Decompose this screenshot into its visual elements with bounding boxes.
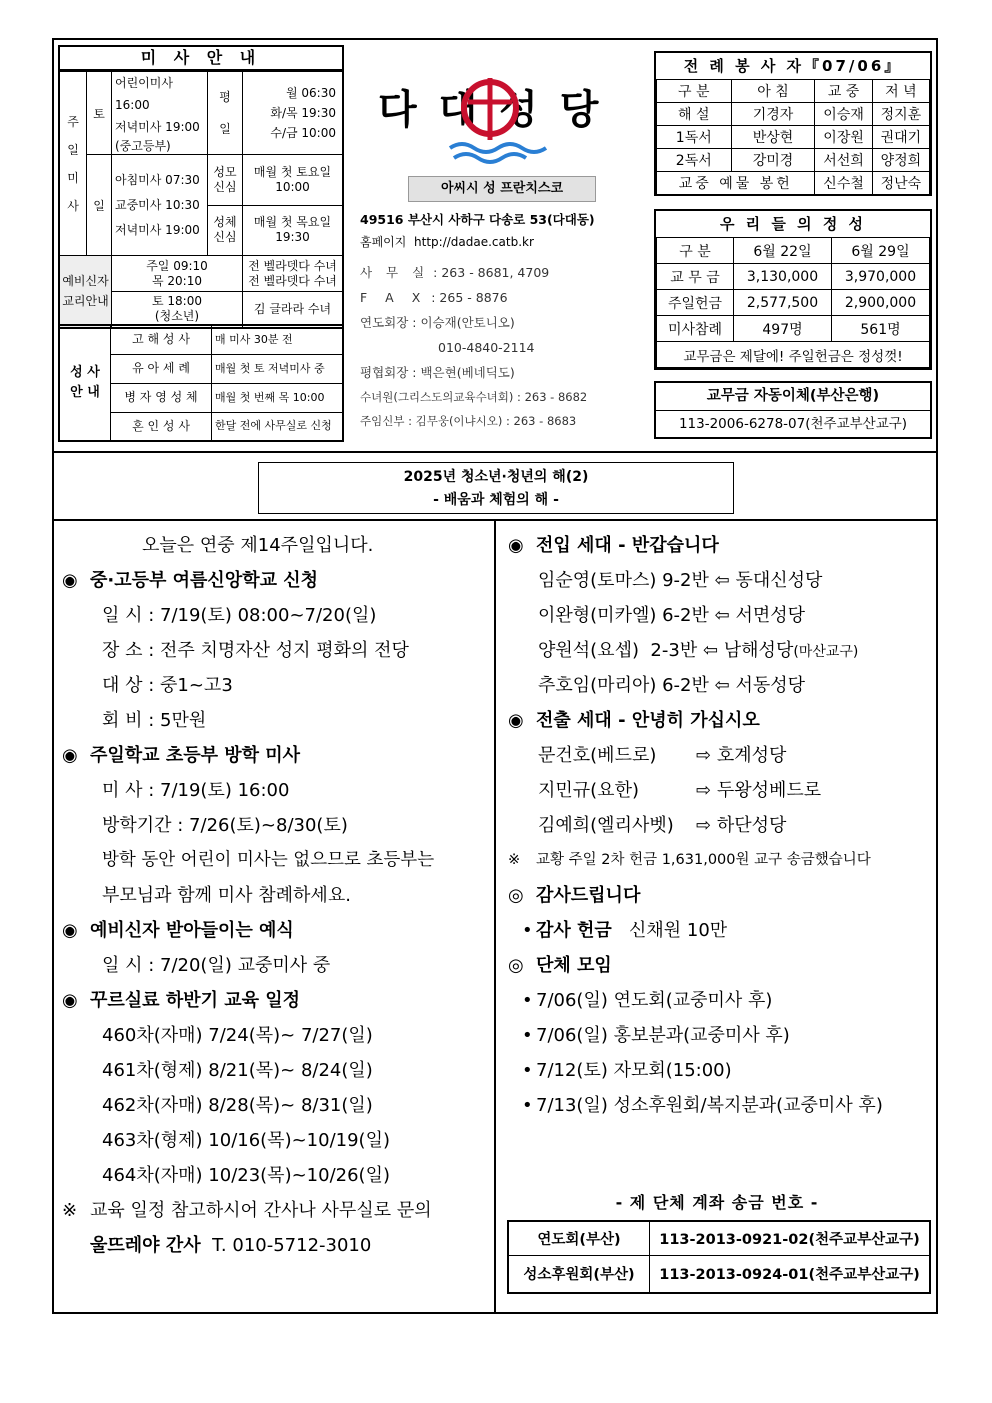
address: 49516 부산시 사하구 다송로 53(다대동): [360, 212, 595, 227]
devotion-marian-time: 매월 첫 토요일 10:00: [243, 155, 343, 205]
offer-r3c3: 561명: [832, 316, 930, 342]
bullet-icon: [522, 1095, 536, 1116]
homepage-link[interactable]: http://dadae.catb.kr: [414, 235, 534, 249]
thanks-label: 감사 헌금: [536, 920, 612, 941]
offer-r3c1: 미사참례: [657, 316, 734, 342]
in-row-3-extra: (마산교구): [793, 644, 859, 660]
out-row-2: [508, 773, 934, 808]
offer-r1c3: 3,970,000: [832, 264, 930, 290]
servers-table: [656, 79, 930, 195]
accounts-title: - 제 단체 계좌 송금 번호 -: [615, 1193, 819, 1212]
arrow-right-icon: ⇨: [696, 745, 712, 766]
servers-r2c3: 이장원: [815, 126, 872, 149]
out-row-3: [508, 808, 934, 843]
catechumen-time-1: 주일 09:10 목 20:10: [112, 256, 243, 292]
offer-h1: 구 분: [657, 238, 734, 264]
devotions-cell: [208, 155, 344, 256]
accounts-table: [507, 1220, 931, 1294]
catechumen-who-1: 전 벨라뎃다 수녀 전 벨라뎃다 수녀: [243, 256, 344, 292]
group-row-1: [508, 983, 934, 1018]
pc-label: 평협회장: [360, 365, 409, 380]
servers-r1c4: 정지훈: [872, 103, 929, 126]
in-title: [508, 528, 934, 563]
sat-mass-3: (중고등부): [115, 139, 171, 153]
bullet-icon: [522, 990, 536, 1011]
office-label: 사 무 실: [360, 265, 430, 280]
servers-r2c4: 권대기: [872, 126, 929, 149]
sacraments-label: 성 사 안 내: [59, 325, 111, 441]
sacrament-desc-2: 매월 첫 토 저녁미사 중: [212, 354, 344, 383]
sacrament-name-3: 병 자 영 성 체: [111, 383, 212, 412]
account-1-no: 113-2013-0921-02(천주교부산교구): [650, 1221, 931, 1255]
in-row-4: [508, 668, 934, 703]
out-title-text: 전출 세대 - 안녕히 가십시오: [536, 710, 760, 731]
servers-title: 전 례 봉 사 자『07/06』: [683, 57, 903, 75]
convent-line: 수녀원(그리스도의교육수녀회) : 263 - 8682: [360, 390, 588, 404]
offer-r3c2: 497명: [734, 316, 832, 342]
catechumen-who-2: 김 글라라 수녀: [243, 292, 344, 328]
bullet-icon: [522, 1060, 536, 1081]
s3-title-text: 예비신자 받아들이는 예식: [90, 920, 294, 941]
servers-r1c3: 이승재: [815, 103, 872, 126]
in-row-2-from: 서면성당: [735, 605, 806, 626]
in-row-3-from: 남해성당: [723, 640, 794, 661]
left-column: [62, 528, 490, 1263]
in-row-2: [508, 598, 934, 633]
yd-line: [360, 314, 515, 331]
church-logo-icon: [440, 70, 550, 170]
divider-top: [52, 451, 938, 453]
s2-title-text: 주일학교 초등부 방학 미사: [90, 745, 301, 766]
s3-title: [62, 913, 490, 948]
offer-note: 교무금은 제달에! 주일헌금은 정성껏!: [657, 342, 930, 368]
sacrament-desc-4: 한달 전에 사무실로 신청: [212, 412, 344, 441]
thanks-title: [508, 878, 934, 913]
weekday-label-2: 일: [219, 122, 231, 136]
in-row-2-name: 이완형(미카엘) 6-2반: [538, 605, 709, 626]
offer-h2: 6월 22일: [734, 238, 832, 264]
mass-title-text: 미 사 안 내: [140, 48, 262, 67]
weekday-label: [208, 71, 243, 155]
group-4: 7/13(일) 성소후원회/복지분과(교중미사 후): [536, 1095, 883, 1116]
group-2: 7/06(일) 홍보분과(교중미사 후): [536, 1025, 790, 1046]
out-row-2-to: 두왕성베드로: [716, 780, 822, 801]
thanks-row: [508, 913, 934, 948]
note-1: [62, 1193, 490, 1228]
mass-title: [58, 45, 344, 71]
weekday-time-1: 월 06:30: [286, 86, 336, 100]
weekday-label-1: 평: [219, 90, 231, 104]
servers-h3: 교 중: [815, 80, 872, 103]
out-row-2-name: 지민규(요한): [538, 780, 639, 801]
servers-offering-name: 신수철: [815, 172, 872, 195]
servers-r1c2: 기경자: [731, 103, 815, 126]
note-2-name: 울뜨레야 간사: [90, 1235, 201, 1256]
s4-title-text: 꾸르실료 하반기 교육 일정: [90, 990, 301, 1011]
s1-line-3: 대 상 : 중1~고3: [102, 675, 233, 696]
s2-title: [62, 738, 490, 773]
s4-line-3: 462차(자매) 8/28(목)~ 8/31(일): [102, 1095, 373, 1116]
group-3: 7/12(토) 자모회(15:00): [536, 1060, 732, 1081]
arrow-left-icon: ⇦: [714, 675, 730, 696]
offer-r1c1: 교 무 금: [657, 264, 734, 290]
s2-line-3: 방학 동안 어린이 미사는 없으므로 초등부는: [102, 850, 435, 870]
fax-line: [360, 289, 508, 306]
arrow-left-icon: ⇦: [714, 605, 730, 626]
sacrament-name-2: 유 아 세 례: [111, 354, 212, 383]
out-row-1-to: 호계성당: [716, 745, 787, 766]
sun-mass-1: 아침미사 07:30: [115, 172, 200, 187]
in-row-4-from: 서동성당: [735, 675, 806, 696]
pope-note: [508, 843, 934, 878]
in-row-1-name: 임순영(토마스) 9-2반: [538, 570, 709, 591]
devotion-eucharist-name: 성체 신심: [208, 205, 243, 255]
arrow-right-icon: ⇨: [696, 780, 712, 801]
sunday-masses: [112, 155, 208, 256]
thanks-value: 신채원 10만: [629, 920, 728, 941]
servers-r3c2: 강미경: [731, 149, 815, 172]
out-row-1-name: 문건호(베드로): [538, 745, 657, 766]
autopay-account: 113-2006-6278-07(천주교부산교구): [678, 416, 908, 432]
servers-r3c3: 서선희: [815, 149, 872, 172]
pc-name: : 백은현(베네딕도): [412, 365, 515, 380]
yd-name: : 이승재(안토니오): [412, 315, 515, 330]
devotion-marian-name: 성모 신심: [208, 155, 243, 205]
sacrament-desc-3: 매월 첫 번째 목 10:00: [212, 383, 344, 412]
sat-mass-1: 어린이미사 16:00: [115, 76, 173, 112]
group-1: 7/06(일) 연도회(교중미사 후): [536, 990, 773, 1011]
offer-r2c3: 2,900,000: [832, 290, 930, 316]
servers-h2: 아 침: [731, 80, 815, 103]
offer-h3: 6월 29일: [832, 238, 930, 264]
servers-offering-name2: 정난숙: [872, 172, 929, 195]
group-row-3: [508, 1053, 934, 1088]
mass-table: [58, 70, 344, 329]
autopay-title: 교무금 자동이체(부산은행): [656, 383, 930, 411]
patron-saint: 아씨시 성 프란치스코: [408, 176, 596, 202]
s3-line-1: 일 시 : 7/20(일) 교중미사 중: [102, 955, 331, 976]
bullet-icon: [522, 920, 536, 941]
group-title-text: 단체 모임: [536, 955, 612, 976]
servers-r2c2: 반상현: [731, 126, 815, 149]
weekday-times: [243, 71, 344, 155]
s1-line-1: 일 시 : 7/19(토) 08:00~7/20(일): [102, 605, 377, 626]
s4-line-5: 464차(자매) 10/23(목)~10/26(일): [102, 1165, 390, 1186]
servers-r2c1: 1독서: [657, 126, 732, 149]
theme-box: [258, 462, 734, 514]
in-title-text: 전입 세대 - 반갑습니다: [536, 535, 719, 556]
devotion-eucharist-time: 매월 첫 목요일 19:30: [243, 205, 343, 255]
servers-r3c1: 2독서: [657, 149, 732, 172]
sacrament-name-1: 고 해 성 사: [111, 325, 212, 354]
note-1-text: 교육 일정 참고하시어 간사나 사무실로 문의: [90, 1200, 432, 1221]
right-column: [508, 528, 934, 1123]
account-1-name: 연도회(부산): [508, 1221, 650, 1255]
pc-line: [360, 364, 515, 381]
out-row-3-to: 하단성당: [716, 815, 787, 836]
out-row-3-name: 김예희(엘리사벳): [538, 815, 674, 836]
yd-phone: 010-4840-2114: [438, 340, 535, 355]
devotions-table: [208, 155, 342, 255]
in-row-3-name: 양원석(요셉) 2-3반: [538, 640, 698, 661]
s1-line-2: 장 소 : 전주 치명자산 성지 평화의 전당: [102, 640, 409, 661]
servers-h1: 구 분: [657, 80, 732, 103]
arrow-left-icon: ⇦: [702, 640, 719, 661]
sun-mass-3: 저녁미사 19:00: [115, 222, 200, 237]
catechumen-time-2: 토 18:00 (청소년): [112, 292, 243, 328]
office-line: [360, 264, 549, 281]
in-row-1: [508, 563, 934, 598]
offer-r1c2: 3,130,000: [734, 264, 832, 290]
s2-line-1: 미 사 : 7/19(토) 16:00: [102, 780, 290, 801]
offerings-title: 우 리 들 의 정 성: [719, 215, 867, 233]
offer-r2c1: 주일헌금: [657, 290, 734, 316]
sunday-mass-label: 주 일 미 사: [59, 71, 87, 256]
group-row-4: [508, 1088, 934, 1123]
servers-r3c4: 양정희: [872, 149, 929, 172]
arrow-left-icon: ⇦: [714, 570, 730, 591]
weekday-time-2: 화/목 19:30: [270, 106, 336, 120]
offerings-table: [656, 237, 930, 368]
note-2-phone: T. 010-5712-3010: [212, 1235, 372, 1256]
in-row-4-name: 추호임(마리아) 6-2반: [538, 675, 709, 696]
offer-r2c2: 2,577,500: [734, 290, 832, 316]
theme-line2: - 배움과 체험의 해 -: [433, 492, 559, 508]
homepage-line: [360, 234, 534, 251]
s4-title: [62, 983, 490, 1018]
sunday-label: 일: [87, 155, 112, 256]
s2-line-4: 부모님과 함께 미사 참례하세요.: [102, 885, 351, 906]
intro-line: 오늘은 연중 제14주일입니다.: [142, 535, 374, 556]
church-name: 다 대 성 당: [378, 87, 603, 133]
servers-h4: 저 녁: [872, 80, 929, 103]
autopay-box: [654, 381, 932, 439]
catechumen-label: 예비신자 교리안내: [59, 256, 112, 328]
in-row-3: [508, 633, 934, 668]
arrow-right-icon: ⇨: [696, 815, 712, 836]
thanks-title-text: 감사드립니다: [536, 885, 641, 906]
s1-title: [62, 563, 490, 598]
saturday-label: 토: [87, 71, 112, 155]
office-phone: : 263 - 8681, 4709: [433, 265, 550, 280]
saturday-masses: [112, 71, 208, 155]
bullet-icon: [522, 1025, 536, 1046]
sun-mass-2: 교중미사 10:30: [115, 197, 200, 212]
s4-line-1: 460차(자매) 7/24(목)~ 7/27(일): [102, 1025, 373, 1046]
servers-r1c1: 해 설: [657, 103, 732, 126]
s4-line-2: 461차(형제) 8/21(목)~ 8/24(일): [102, 1060, 373, 1081]
s4-line-4: 463차(형제) 10/16(목)~10/19(일): [102, 1130, 390, 1151]
out-row-1: [508, 738, 934, 773]
group-title: [508, 948, 934, 983]
s2-line-2: 방학기간 : 7/26(토)~8/30(토): [102, 815, 348, 836]
in-row-1-from: 동대신성당: [735, 570, 823, 591]
s1-title-text: 중·고등부 여름신앙학교 신청: [90, 570, 319, 591]
servers-offering-label: 교중 예물 봉헌: [657, 172, 815, 195]
fax-number: : 265 - 8876: [431, 290, 508, 305]
sacrament-desc-1: 매 미사 30분 전: [212, 325, 344, 354]
yd-label: 연도회장: [360, 315, 409, 330]
pope-note-text: 교황 주일 2차 헌금 1,631,000원 교구 송금했습니다: [536, 852, 871, 868]
sacrament-name-4: 혼 인 성 사: [111, 412, 212, 441]
s1-line-4: 회 비 : 5만원: [102, 710, 207, 731]
account-2-no: 113-2013-0924-01(천주교부산교구): [650, 1255, 931, 1293]
sacraments-table: [58, 324, 344, 442]
homepage-label: 홈페이지: [360, 235, 407, 249]
note-2: [62, 1228, 490, 1263]
group-row-2: [508, 1018, 934, 1053]
account-2-name: 성소후원회(부산): [508, 1255, 650, 1293]
weekday-time-3: 수/금 10:00: [270, 126, 336, 140]
pastor-line: 주임신부 : 김무웅(이냐시오) : 263 - 8683: [360, 414, 577, 428]
theme-line1: 2025년 청소년·청년의 해(2): [403, 469, 589, 485]
sat-mass-2: 저녁미사 19:00: [115, 120, 200, 134]
fax-label: F A X: [360, 290, 428, 305]
out-title: [508, 703, 934, 738]
